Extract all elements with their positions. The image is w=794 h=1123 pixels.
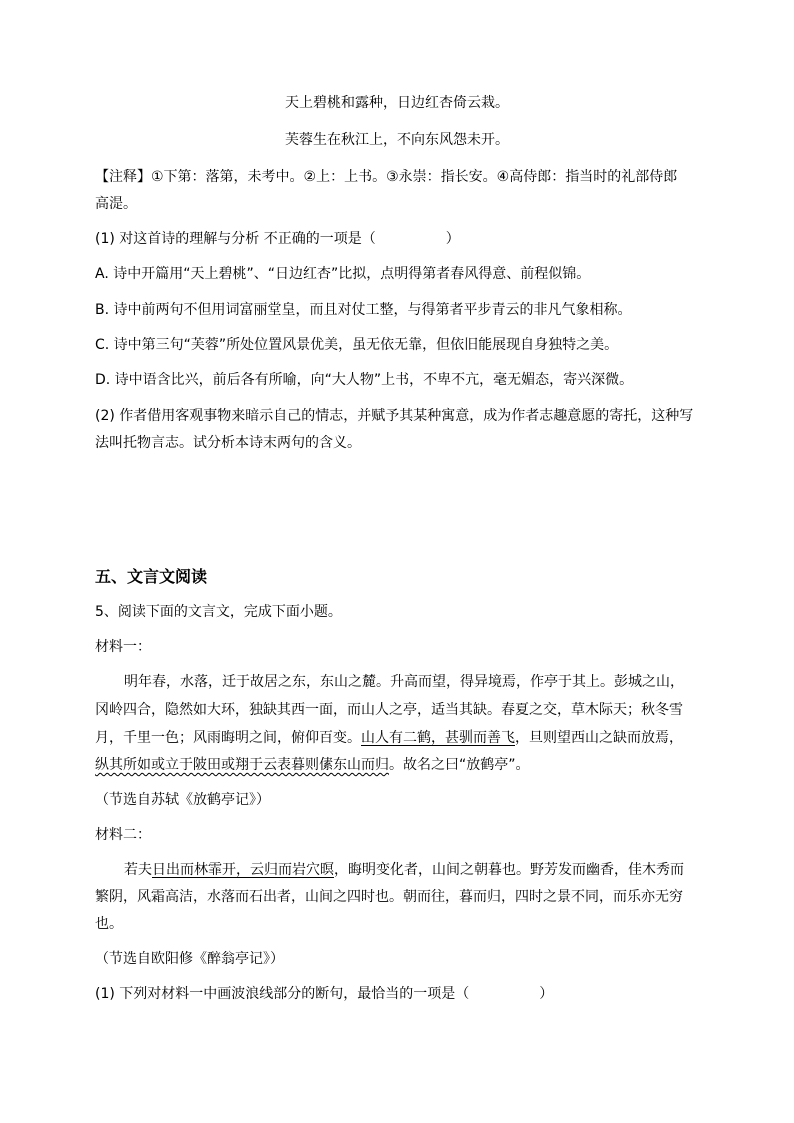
poem-line-4: 芙蓉生在秋江上，不向东风怨未开。 xyxy=(285,132,509,148)
material-1-label: 材料一： xyxy=(95,639,151,655)
option-c: C. 诗中第三句“芙蓉”所处位置风景优美，虽无依无靠，但依旧能展现自身独特之美。 xyxy=(95,337,619,353)
question-2-line-1: (2) 作者借用客观事物来暗示自己的情志，并赋予其某种寓意，成为作者志趣意愿的寄托，这种写 xyxy=(95,408,694,424)
underlined-phrase-2: 日出而林霏开，云归而岩穴暝 xyxy=(152,862,334,878)
notes-line-1: 【注释】①下第：落第，未考中。②上：上书。③永崇：指长安。④高侍郎：指当时的礼部侍郎 xyxy=(95,169,678,185)
material-1-line-2: 冈岭四合，隐然如大环，独缺其西一面，而山人之亭，适当其缺。春夏之交，草木际天；秋冬雪 xyxy=(95,702,683,718)
poem-line-3: 天上碧桃和露种，日边红杏倚云栽。 xyxy=(285,95,509,111)
section-heading: 五、文言文阅读 xyxy=(95,567,208,586)
material-1-line-4 xyxy=(95,755,530,775)
option-b: B. 诗中前两句不但用词富丽堂皇，而且对仗工整，与得第者平步青云的非凡气象相称。 xyxy=(95,302,632,318)
material-2-label: 材料二： xyxy=(95,827,151,843)
wavy-underlined-sentence: 纵其所如或立于陂田或翔于云表暮则傃东山而归 xyxy=(95,757,389,773)
section-intro: 5、阅读下面的文言文，完成下面小题。 xyxy=(95,604,342,620)
material-1-line-1: 明年春，水落，迁于故居之东，东山之麓。升高而望，得异境焉，作亭于其上。彭城之山， xyxy=(124,674,684,690)
question-2-line-2: 法叫托物言志。试分析本诗末两句的含义。 xyxy=(95,435,361,451)
m2-line1-a: 若夫 xyxy=(124,862,152,878)
notes-line-2: 高湜。 xyxy=(95,196,137,212)
underlined-phrase-1: 山人有二鹤，甚驯而善飞 xyxy=(361,730,515,746)
material-1-line-3 xyxy=(95,728,683,748)
material-2-line-1 xyxy=(124,860,684,880)
m1-line4-b: 。故名之曰“放鹤亭”。 xyxy=(389,757,530,773)
m2-line1-c: ，晦明变化者，山间之朝暮也。野芳发而幽香，佳木秀而 xyxy=(334,862,684,878)
m1-line3-a: 月，千里一色；风雨晦明之间，俯仰百变。 xyxy=(95,730,361,746)
material-2-line-2: 繁阴，风霜高洁，水落而石出者，山间之四时也。朝而往，暮而归，四时之景不同，而乐亦无穷 xyxy=(95,889,683,905)
material-2-line-3: 也。 xyxy=(95,916,123,932)
option-d: D. 诗中语含比兴，前后各有所喻，向“大人物”上书，不卑不亢，毫无媚态，寄兴深微。 xyxy=(95,372,634,388)
material-1-source: （节选自苏轼《放鹤亭记》） xyxy=(95,792,270,808)
m1-line3-c: ，旦则望西山之缺而放焉， xyxy=(515,730,683,746)
material-2-source: （节选自欧阳修《醉翁亭记》） xyxy=(95,951,284,967)
question-1-stem: (1) 对这首诗的理解与分析 不正确的一项是（ ） xyxy=(95,231,460,247)
section-5-question-1-stem: (1) 下列对材料一中画波浪线部分的断句，最恰当的一项是（ ） xyxy=(95,986,554,1002)
option-a: A. 诗中开篇用“天上碧桃”、“日边红杏”比拟，点明得第者春风得意、前程似锦。 xyxy=(95,266,591,282)
